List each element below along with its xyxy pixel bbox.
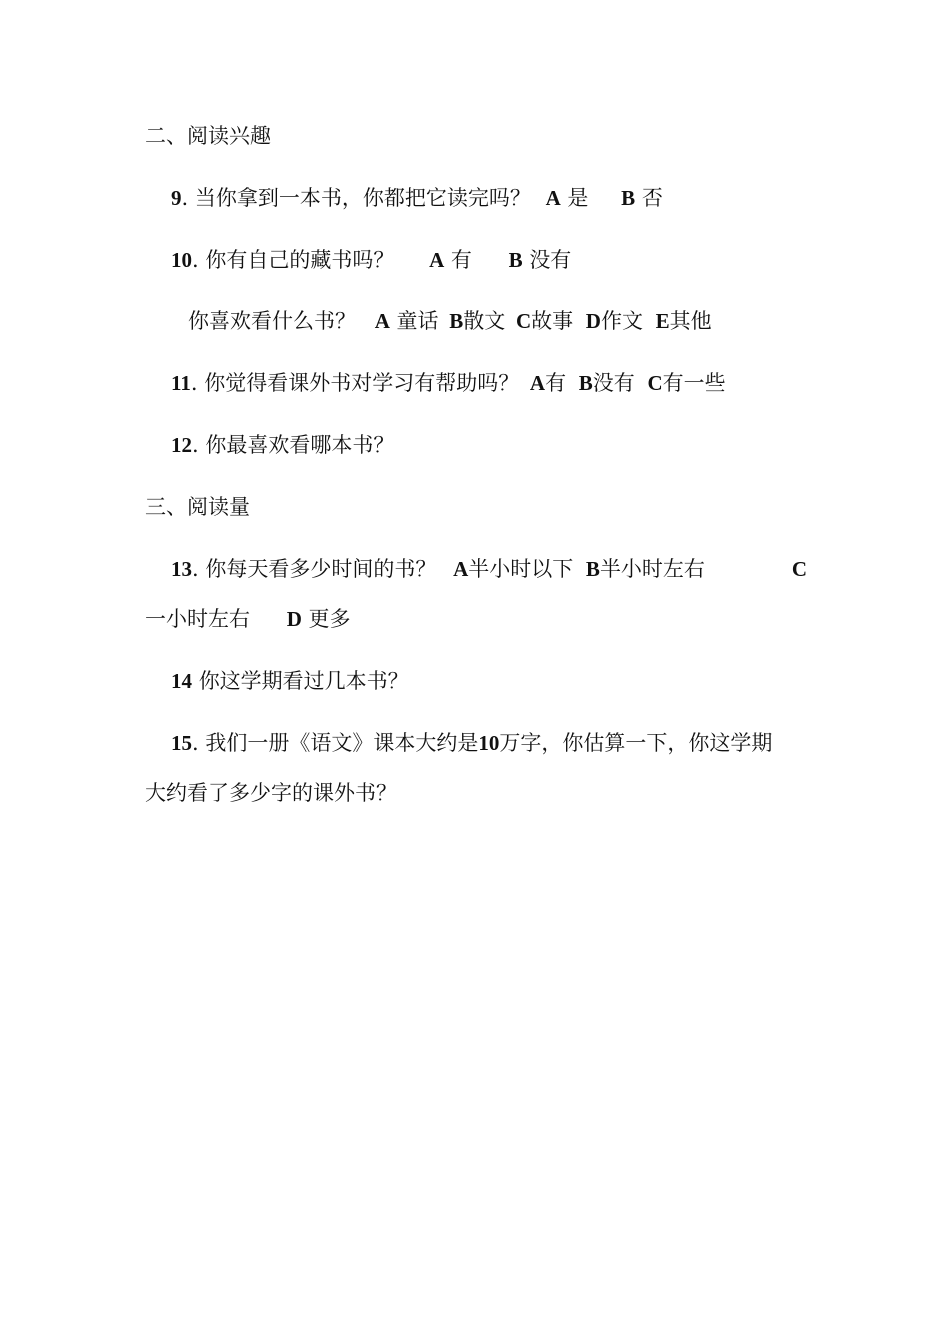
- question-text-part-b: 万字，你估算一下，你这学期: [499, 731, 773, 755]
- question-dot: .: [192, 433, 199, 457]
- question-text-part-a: 我们一册《语文》课本大约是: [205, 731, 479, 755]
- option-b-text: 半小时左右: [599, 557, 705, 581]
- option-a-label: A: [453, 557, 469, 581]
- question-text: 你喜欢看什么书？: [188, 309, 356, 333]
- option-c-label: C: [791, 557, 807, 581]
- question-number: 13: [171, 557, 192, 581]
- question-dot: .: [192, 557, 199, 581]
- question-dot: .: [190, 371, 198, 395]
- option-c-label: C: [647, 371, 663, 395]
- option-b-label: B: [508, 248, 523, 272]
- option-c-label: C: [515, 309, 532, 333]
- option-a-text: 有: [450, 248, 472, 272]
- option-b-text: 没有: [592, 371, 635, 395]
- question-number: 15: [171, 731, 192, 755]
- option-a-text: 半小时以下: [468, 557, 574, 581]
- option-d-text: 更多: [308, 607, 351, 631]
- question-text: 你这学期看过几本书？: [198, 669, 409, 693]
- question-number: 11: [171, 371, 191, 395]
- option-b-text: 散文: [463, 309, 506, 333]
- option-c-text: 故事: [531, 309, 574, 333]
- question-text: 你觉得看课外书对学习有帮助吗？: [204, 371, 520, 395]
- option-b-label: B: [449, 309, 464, 333]
- question-text: 你有自己的藏书吗？: [205, 248, 395, 272]
- option-d-label: D: [585, 309, 601, 333]
- question-number: 14: [171, 669, 192, 693]
- option-d-text: 作文: [600, 309, 643, 333]
- option-c-text: 一小时左右: [145, 607, 250, 631]
- question-10: [171, 247, 571, 273]
- option-e-text: 其他: [669, 309, 712, 333]
- option-b-label: B: [585, 557, 600, 581]
- question-13-continued: [145, 606, 351, 632]
- option-a-text: 是: [567, 186, 589, 210]
- question-9: [171, 185, 663, 211]
- option-c-text: 有一些: [662, 371, 726, 395]
- question-14: [171, 668, 409, 694]
- option-a-text: 有: [545, 371, 567, 395]
- option-b-text: 否: [641, 186, 663, 210]
- section-heading-reading-interest: 二、阅读兴趣: [145, 124, 271, 148]
- section-heading-reading-amount: 三、阅读量: [145, 495, 250, 519]
- question-11: [171, 370, 726, 396]
- option-b-label: B: [621, 186, 636, 210]
- question-dot: .: [181, 186, 189, 210]
- option-a-text: 童话: [396, 309, 439, 333]
- option-a-label: A: [545, 186, 561, 210]
- question-dot: .: [192, 248, 199, 272]
- question-text: 你每天看多少时间的书？: [205, 557, 437, 581]
- option-b-label: B: [578, 371, 593, 395]
- question-number: 10: [171, 248, 192, 272]
- question-number: 12: [171, 433, 192, 457]
- option-e-label: E: [655, 309, 670, 333]
- question-dot: .: [192, 731, 199, 755]
- question-12: [171, 432, 394, 458]
- question-text: 当你拿到一本书，你都把它读完吗？: [194, 186, 531, 210]
- option-a-label: A: [529, 371, 546, 395]
- option-d-label: D: [286, 607, 302, 631]
- question-15: [171, 730, 772, 756]
- option-a-label: A: [429, 248, 445, 272]
- question-text: 你最喜欢看哪本书？: [205, 433, 395, 457]
- question-15-continued: 大约看了多少字的课外书？: [145, 781, 397, 805]
- question-13: [171, 556, 807, 582]
- question-10-followup: [188, 308, 712, 334]
- option-b-text: 没有: [529, 248, 572, 272]
- question-number: 9: [171, 186, 182, 210]
- word-count-number: 10: [478, 731, 500, 755]
- option-a-label: A: [374, 309, 390, 333]
